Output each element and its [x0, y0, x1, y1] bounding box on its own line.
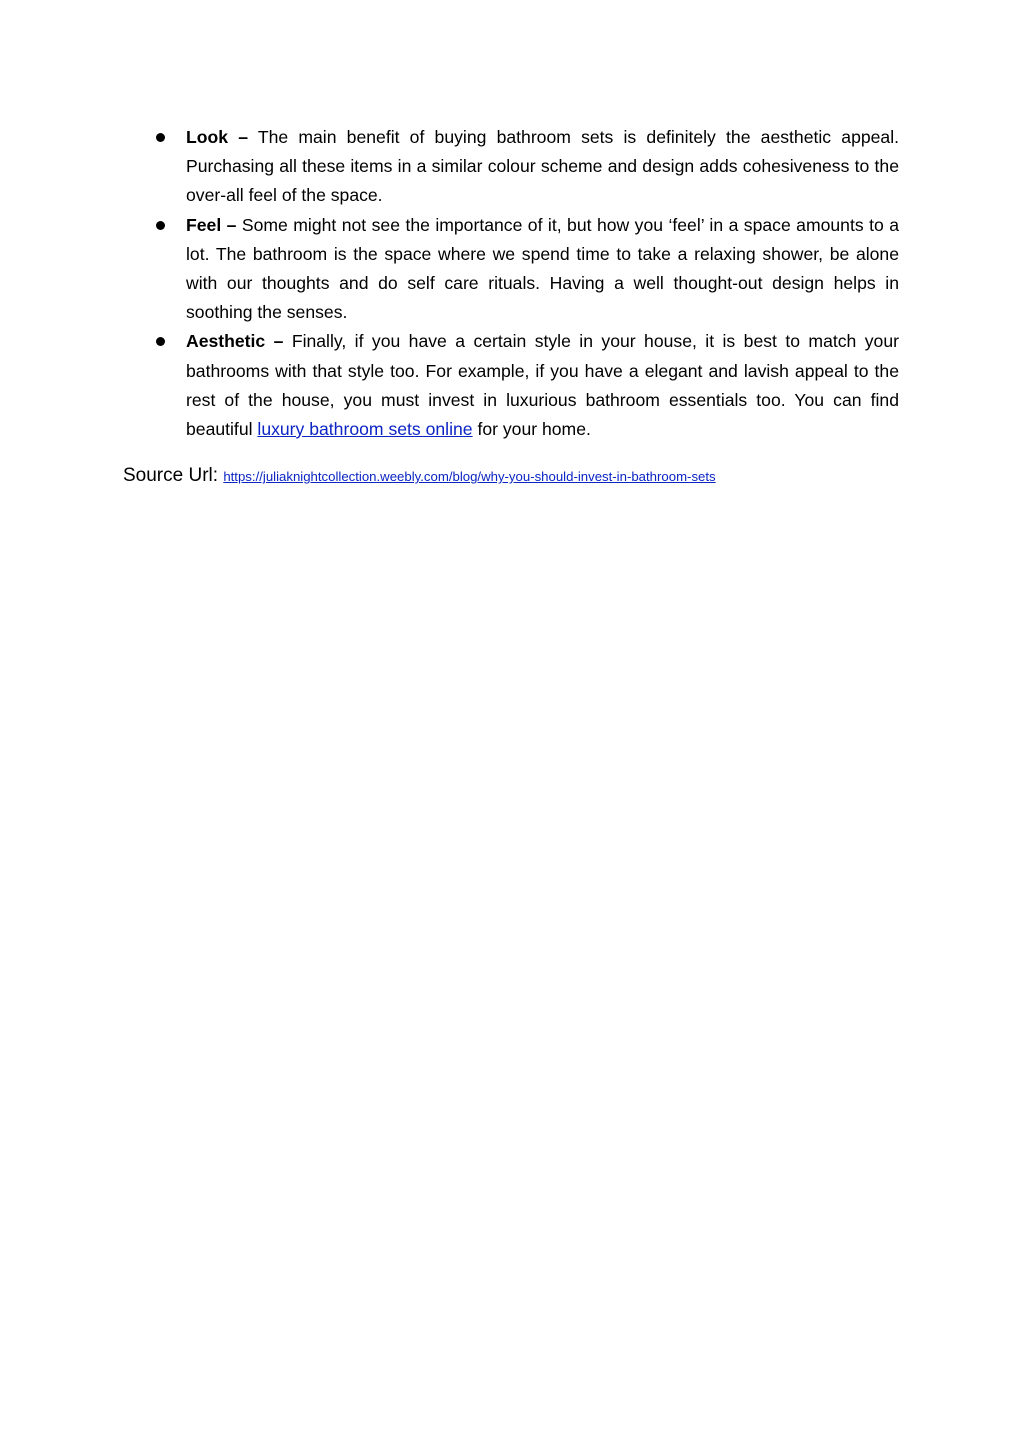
source-label: Source Url:: [123, 465, 224, 486]
source-url-line: [123, 462, 923, 491]
bullet-text: Some might not see the importance of it, but how you ‘feel’ in a space amounts to a lot. The bathroom is the space where we spend time to take a relaxing shower, be alone with our thoughts and do self care rituals. Having a well thought-out design helps in soothing the senses.: [186, 214, 899, 323]
bullet-term: Look –: [186, 127, 248, 147]
bullet-dot-icon: [156, 133, 165, 142]
bullet-text-end: for your home.: [472, 419, 591, 440]
source-url-link[interactable]: https://juliaknightcollection.weebly.com/blog/why-you-should-invest-in-bathroom-sets: [223, 469, 716, 484]
bullet-item-look: [150, 123, 899, 211]
bullet-text: Finally, if you have a certain style in your house, it is best to match your bathrooms with that style too. For example, if you have a elegant and lavish appeal to the rest of the house, you must invest in luxurious bathroom essentials too. You can find beautiful: [186, 331, 899, 440]
bullet-item-feel: [150, 211, 899, 328]
bullet-dot-icon: [156, 221, 165, 230]
bullet-item-aesthetic: [150, 327, 899, 444]
bullet-text: The main benefit of buying bathroom sets is definitely the aesthetic appeal. Purchasing all these items in a similar colour scheme and design adds cohesiveness to the over-all feel of the space.: [186, 127, 899, 206]
bullet-list: [150, 123, 899, 444]
luxury-bathroom-sets-link[interactable]: luxury bathroom sets online: [257, 419, 473, 440]
bullet-term: Aesthetic –: [186, 331, 284, 352]
bullet-term: Feel –: [186, 214, 237, 235]
bullet-dot-icon: [156, 337, 165, 346]
